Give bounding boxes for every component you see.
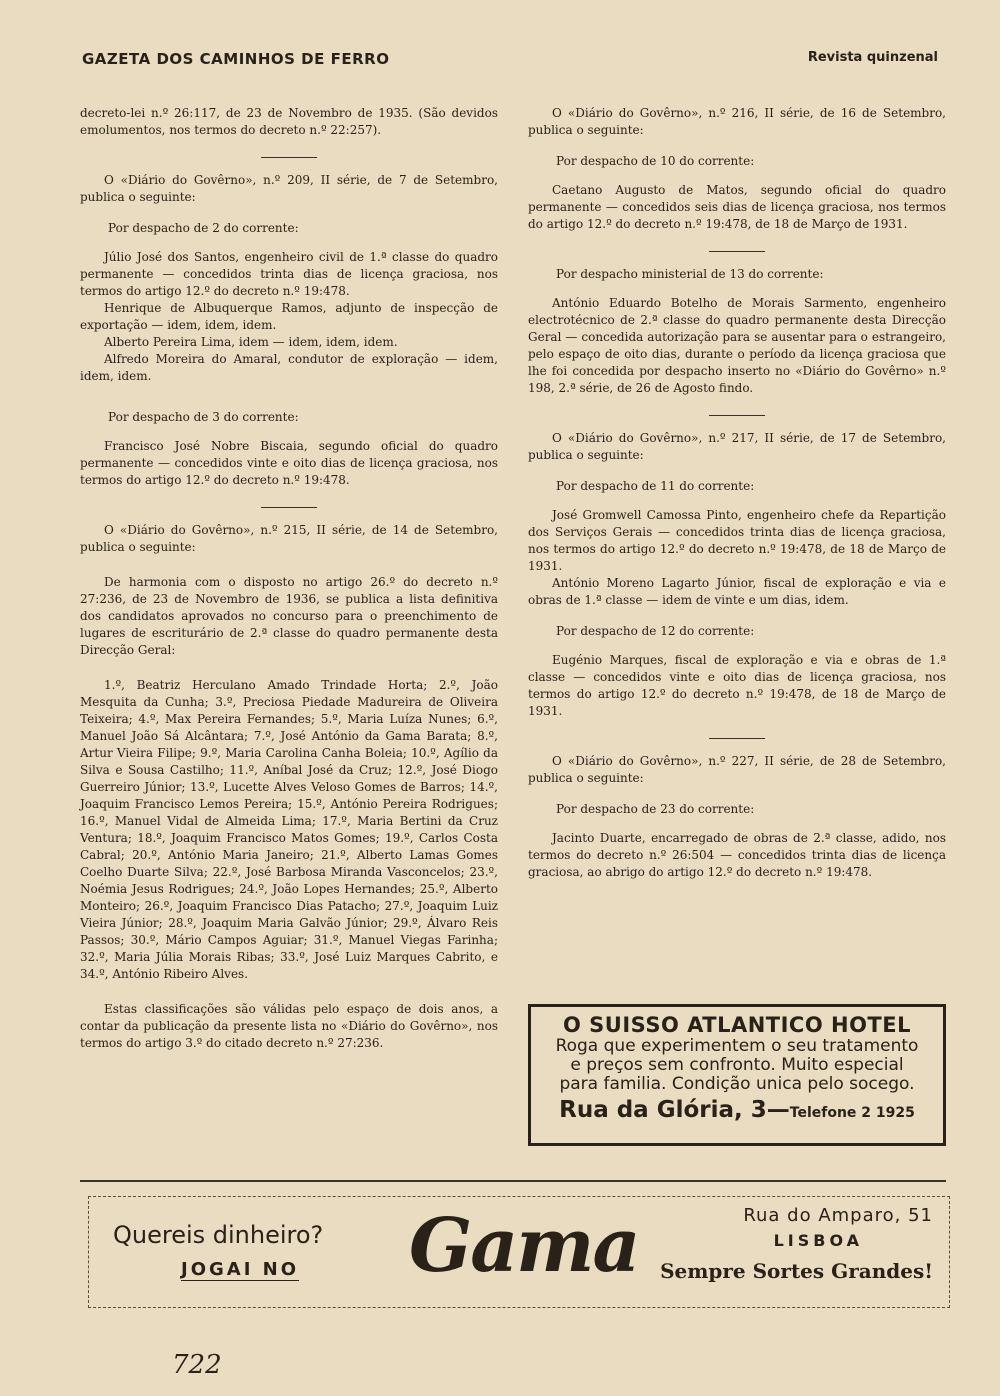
hotel-ad-line: e preços sem confronto. Muito especial bbox=[570, 1055, 904, 1075]
page-number: 722 bbox=[172, 1350, 222, 1380]
gama-street: Rua do Amparo, 51 bbox=[743, 1205, 933, 1226]
paragraph: O «Diário do Govêrno», n.º 209, II série, de 7 de Setembro, publica o seguinte: bbox=[80, 173, 498, 204]
despacho-heading: Por despacho de 11 do corrente: bbox=[556, 479, 755, 493]
despacho-heading: Por despacho de 12 do corrente: bbox=[556, 624, 755, 638]
divider bbox=[709, 415, 765, 416]
paragraph: José Gromwell Camossa Pinto, engenheiro chefe da Repartição dos Serviços Gerais — concedidos trinta dias de licença graciosa, nos termos do artigo 12.º do decreto n.º 19:478, de 18 de Março de 1931. bbox=[528, 508, 946, 573]
hotel-ad-line: Roga que experimentem o seu tratamento bbox=[555, 1036, 919, 1056]
paragraph: O «Diário do Govêrno», n.º 215, II série, de 14 de Setembro, publica o seguinte: bbox=[80, 523, 498, 554]
hotel-advertisement bbox=[528, 1004, 946, 1146]
paragraph: Júlio José dos Santos, engenheiro civil de 1.ª classe do quadro permanente — concedidos trinta dias de licença graciosa, nos termos do artigo 12.º do decreto n.º 19:478. bbox=[80, 250, 498, 298]
hotel-address-line bbox=[541, 1097, 933, 1123]
hotel-address: Rua da Glória, 3 bbox=[559, 1097, 767, 1123]
paragraph: De harmonia com o disposto no artigo 26.º do decreto n.º 27:236, de 23 de Novembro de 1936, se publica a lista definitiva dos candidatos aprovados no concurso para o preenchimento de lugares de escriturário de 2.ª classe do quadro permanente desta Direcção Geral: bbox=[80, 575, 498, 657]
paragraph: Caetano Augusto de Matos, segundo oficial do quadro permanente — concedidos seis dias de licença graciosa, nos termos do artigo 12.º do decreto n.º 19:478, de 18 de Março de 1931. bbox=[528, 183, 946, 231]
paragraph: António Eduardo Botelho de Morais Sarmento, engenheiro electrotécnico de 2.ª classe do quadro permanente desta Direcção Geral — concedida autorização para se ausentar para o estrangeiro, pelo espaço de oito dias, durante o período da licença graciosa que lhe foi concedida por despacho inserto no «Diário do Govêrno» n.º 198, 2.ª série, de 26 de Agosto findo. bbox=[528, 296, 946, 395]
despacho-heading: Por despacho ministerial de 13 do corrente: bbox=[556, 267, 824, 281]
paragraph: António Moreno Lagarto Júnior, fiscal de exploração e via e obras de 1.ª classe — idem de vinte e um dias, idem. bbox=[528, 576, 946, 607]
candidate-list: 1.º, Beatriz Herculano Amado Trindade Horta; 2.º, João Mesquita da Cunha; 3.º, Preciosa Piedade Madureira de Oliveira Teixeira; 4.º, Max Pereira Fernandes; 5.º, Maria Luíza Nunes; 6.º, Manuel João Sá Alcântara; 7.º, José António da Gama Barata; 8.º, Artur Vieira Filipe; 9.º, Maria Carolina Canha Boleia; 10.º, Agílio da Silva e Sousa Castilho; 11.º, Aníbal José da Cruz; 12.º, José Diogo Guerreiro Júnior; 13.º, Lucette Alves Veloso Gomes de Barros; 14.º, Joaquim Francisco Lemos Pereira; 15.º, António Pereira Rodrigues; 16.º, Manuel Vidal de Almeida Lima; 17.º, Maria Bertini da Cruz Ventura; 18.º, Joaquim Francisco Matos Gomes; 19.º, Carlos Costa Cabral; 20.º, António Maria Janeiro; 21.º, Alberto Lamas Gomes Coelho Duarte Silva; 22.º, José Barbosa Miranda Vasconcelos; 23.º, Noémia Jesus Rodrigues; 24.º, João Lopes Hernandes; 25.º, Alberto Monteiro; 26.º, Joaquim Francisco Dias Patacho; 27.º, Joaquim Luiz Vieira Júnior; 28.º, Joaquim Maria Galvão Júnior; 29.º, Álvaro Reis Passos; 30.º, Mário Campos Aguiar; 31.º, Manuel Viegas Farinha; 32.º, Maria Júlia Morais Ribas; 33.º, José Luiz Marques Cabrito, e 34.º, António Ribeiro Alves. bbox=[80, 678, 498, 981]
publication-title: GAZETA DOS CAMINHOS DE FERRO bbox=[82, 50, 390, 68]
divider bbox=[80, 1180, 946, 1182]
paragraph: Alberto Pereira Lima, idem — idem, idem, idem. bbox=[104, 335, 398, 349]
publication-frequency: Revista quinzenal bbox=[807, 50, 938, 65]
gama-question: Quereis dinheiro? bbox=[113, 1221, 324, 1249]
hotel-phone: Telefone 2 1925 bbox=[789, 1105, 915, 1121]
gama-slogan: Sempre Sortes Grandes! bbox=[660, 1259, 933, 1283]
paragraph: Eugénio Marques, fiscal de exploração e via e obras de 1.ª classe — concedidos vinte e oito dias de licença graciosa, nos termos do artigo 12.º do decreto n.º 19:478, de 18 de Março de 1931. bbox=[528, 653, 946, 718]
paragraph: Estas classificações são válidas pelo espaço de dois anos, a contar da publicação da presente lista no «Diário do Govêrno», nos termos do artigo 3.º do citado decreto n.º 27:236. bbox=[80, 1002, 498, 1050]
paragraph: O «Diário do Govêrno», n.º 217, II série, de 17 de Setembro, publica o seguinte: bbox=[528, 431, 946, 462]
gama-logo: Gama bbox=[409, 1203, 639, 1289]
divider bbox=[261, 507, 317, 508]
despacho-heading: Por despacho de 23 do corrente: bbox=[556, 802, 755, 816]
page-header bbox=[82, 50, 938, 74]
paragraph: Alfredo Moreira do Amaral, condutor de exploração — idem, idem, idem. bbox=[80, 352, 498, 383]
left-column bbox=[80, 105, 498, 1052]
hotel-dash: — bbox=[766, 1097, 790, 1123]
paragraph: Henrique de Albuquerque Ramos, adjunto de inspecção de exportação — idem, idem, idem. bbox=[80, 301, 498, 332]
hotel-name: O SUISSO ATLANTICO HOTEL bbox=[563, 1013, 911, 1037]
right-column bbox=[528, 105, 946, 881]
gama-advertisement bbox=[88, 1196, 950, 1308]
despacho-heading: Por despacho de 3 do corrente: bbox=[108, 410, 299, 424]
paragraph: decreto-lei n.º 26:117, de 23 de Novembro de 1935. (São devidos emolumentos, nos termos do decreto n.º 22:257). bbox=[80, 106, 498, 137]
despacho-heading: Por despacho de 10 do corrente: bbox=[556, 154, 755, 168]
paragraph: Francisco José Nobre Biscaia, segundo oficial do quadro permanente — concedidos vinte e oito dias de licença graciosa, nos termos do artigo 12.º do decreto n.º 19:478. bbox=[80, 439, 498, 487]
divider bbox=[709, 251, 765, 252]
gama-city: LISBOA bbox=[773, 1231, 863, 1250]
despacho-heading: Por despacho de 2 do corrente: bbox=[108, 221, 299, 235]
divider bbox=[709, 738, 765, 739]
paragraph: Jacinto Duarte, encarregado de obras de 2.ª classe, adido, nos termos do decreto n.º 26:504 — concedidos trinta dias de licença graciosa, ao abrigo do artigo 12.º do decreto n.º 19:478. bbox=[528, 831, 946, 879]
gama-play: JOGAI NO bbox=[181, 1259, 300, 1280]
divider bbox=[261, 157, 317, 158]
hotel-ad-line: para familia. Condição unica pelo socego. bbox=[559, 1074, 915, 1094]
paragraph: O «Diário do Govêrno», n.º 216, II série, de 16 de Setembro, publica o seguinte: bbox=[528, 106, 946, 137]
paragraph: O «Diário do Govêrno», n.º 227, II série, de 28 de Setembro, publica o seguinte: bbox=[528, 754, 946, 785]
